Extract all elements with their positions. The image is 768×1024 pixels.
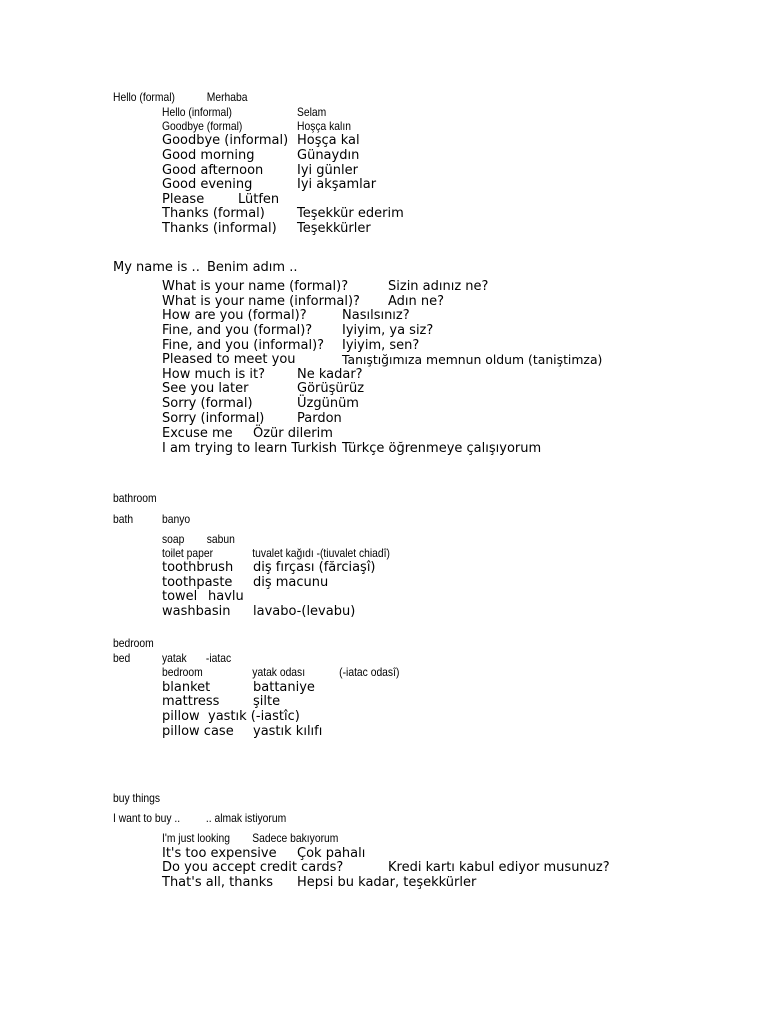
phrase-tr: Hepsi bu kadar, teşekkürler xyxy=(297,875,477,890)
phrase-en: Do you accept credit cards? xyxy=(162,860,344,875)
phrase-en: That's all, thanks xyxy=(162,875,274,890)
phrase-tr: Selam xyxy=(297,105,327,119)
phrase-tr: şilte xyxy=(253,694,281,709)
phrase-en: Hello (informal) xyxy=(162,105,232,119)
phrase-en: blanket xyxy=(162,680,211,695)
phrase-tr: tuvalet kağıdı -(tiuvalet chiadî) xyxy=(252,546,390,560)
phrase-tr: havlu xyxy=(208,589,244,604)
phrase-tr: Ne kadar? xyxy=(297,367,363,382)
phrase-en: toothbrush xyxy=(162,560,234,575)
phrase-tr: diş macunu xyxy=(253,575,329,590)
shopping-title: buy things xyxy=(113,791,161,805)
phrase-tr: Türkçe öğrenmeye çalışıyorum xyxy=(342,441,542,456)
phrases-header-tr: Benim adım .. xyxy=(207,260,298,275)
phrase-en: Good morning xyxy=(162,148,255,163)
phrase-tr: Kredi kartı kabul ediyor musunuz? xyxy=(388,860,610,875)
phrase-tr: Üzgünüm xyxy=(297,396,359,411)
phrase-tr: Pardon xyxy=(297,411,342,426)
phrase-en: Sorry (informal) xyxy=(162,411,265,426)
phrase-en: How are you (formal)? xyxy=(162,308,307,323)
phrase-tr: Tanıştığımıza memnun oldum (taniştimza) xyxy=(342,352,603,367)
phrase-tr: Sadece bakıyorum xyxy=(252,831,339,845)
phrase-en: Sorry (formal) xyxy=(162,396,253,411)
shopping-header-en: I want to buy .. xyxy=(113,811,181,825)
phrase-en: Goodbye (informal) xyxy=(162,133,289,148)
phrase-en: I'm just looking xyxy=(162,831,230,845)
phrases-header-en: My name is .. xyxy=(113,260,200,275)
phrase-tr: yastık kılıfı xyxy=(253,724,323,739)
phrase-en: mattress xyxy=(162,694,220,709)
phrase-tr: yastık (-iastîc) xyxy=(208,709,300,724)
phrase-tr: Iyiyim, sen? xyxy=(342,338,420,353)
phrase-en: Good evening xyxy=(162,177,253,192)
phrase-note: (-iatac odasî) xyxy=(339,665,400,679)
phrase-tr: Adın ne? xyxy=(388,294,445,309)
phrase-en: pillow case xyxy=(162,724,234,739)
phrase-tr: sabun xyxy=(206,532,235,546)
phrase-tr: Hoşça kalın xyxy=(297,119,351,133)
phrase-en: Thanks (formal) xyxy=(162,206,265,221)
phrase-en: Thanks (informal) xyxy=(162,221,277,236)
phrase-en: What is your name (formal)? xyxy=(162,279,349,294)
phrase-en: What is your name (informal)? xyxy=(162,294,360,309)
phrase-en: Please xyxy=(162,192,205,207)
phrase-tr: Teşekkürler xyxy=(297,221,371,236)
phrase-en: washbasin xyxy=(162,604,231,619)
phrase-en: Pleased to meet you xyxy=(162,352,296,367)
phrase-tr: Iyiyim, ya siz? xyxy=(342,323,434,338)
bedroom-header-note: -iatac xyxy=(205,651,232,665)
phrase-tr: yatak odası xyxy=(252,665,306,679)
bedroom-header-tr: yatak xyxy=(162,651,187,665)
phrase-en: See you later xyxy=(162,381,249,396)
phrase-en: bedroom xyxy=(162,665,203,679)
phrase-en: toothpaste xyxy=(162,575,233,590)
greetings-header-tr: Merhaba xyxy=(206,90,248,104)
phrase-tr: Iyi günler xyxy=(297,163,358,178)
phrase-tr: Lütfen xyxy=(238,192,280,207)
phrase-en: toilet paper xyxy=(162,546,214,560)
phrase-en: It's too expensive xyxy=(162,846,277,861)
phrase-en: soap xyxy=(162,532,185,546)
phrase-tr: Görüşürüz xyxy=(297,381,365,396)
phrase-tr: Sizin adınız ne? xyxy=(388,279,489,294)
phrase-tr: diş fırçası (fărciaşî) xyxy=(253,560,376,575)
phrase-en: Fine, and you (formal)? xyxy=(162,323,313,338)
phrase-tr: Nasılsınız? xyxy=(342,308,410,323)
phrase-tr: Günaydın xyxy=(297,148,360,163)
phrase-tr: Çok pahalı xyxy=(297,846,366,861)
phrase-tr: battaniye xyxy=(253,680,315,695)
phrase-en: I am trying to learn Turkish xyxy=(162,441,338,456)
greetings-header-en: Hello (formal) xyxy=(113,90,175,104)
phrase-en: towel xyxy=(162,589,198,604)
bathroom-header-tr: banyo xyxy=(162,512,191,526)
phrase-en: How much is it? xyxy=(162,367,266,382)
bathroom-header-en: bath xyxy=(113,512,134,526)
phrase-tr: Teşekkür ederim xyxy=(297,206,404,221)
phrase-en: pillow xyxy=(162,709,200,724)
bathroom-title: bathroom xyxy=(113,491,157,505)
phrase-tr: Özür dilerim xyxy=(253,426,333,441)
bedroom-header-en: bed xyxy=(113,651,131,665)
phrase-tr: lavabo-(levabu) xyxy=(253,604,356,619)
phrase-en: Fine, and you (informal)? xyxy=(162,338,325,353)
phrase-en: Good afternoon xyxy=(162,163,264,178)
shopping-header-tr: .. almak istiyorum xyxy=(205,811,287,825)
phrase-tr: Hoşça kal xyxy=(297,133,360,148)
phrase-tr: Iyi akşamlar xyxy=(297,177,377,192)
phrase-en: Excuse me xyxy=(162,426,233,441)
phrase-en: Goodbye (formal) xyxy=(162,119,243,133)
bedroom-title: bedroom xyxy=(113,636,154,650)
